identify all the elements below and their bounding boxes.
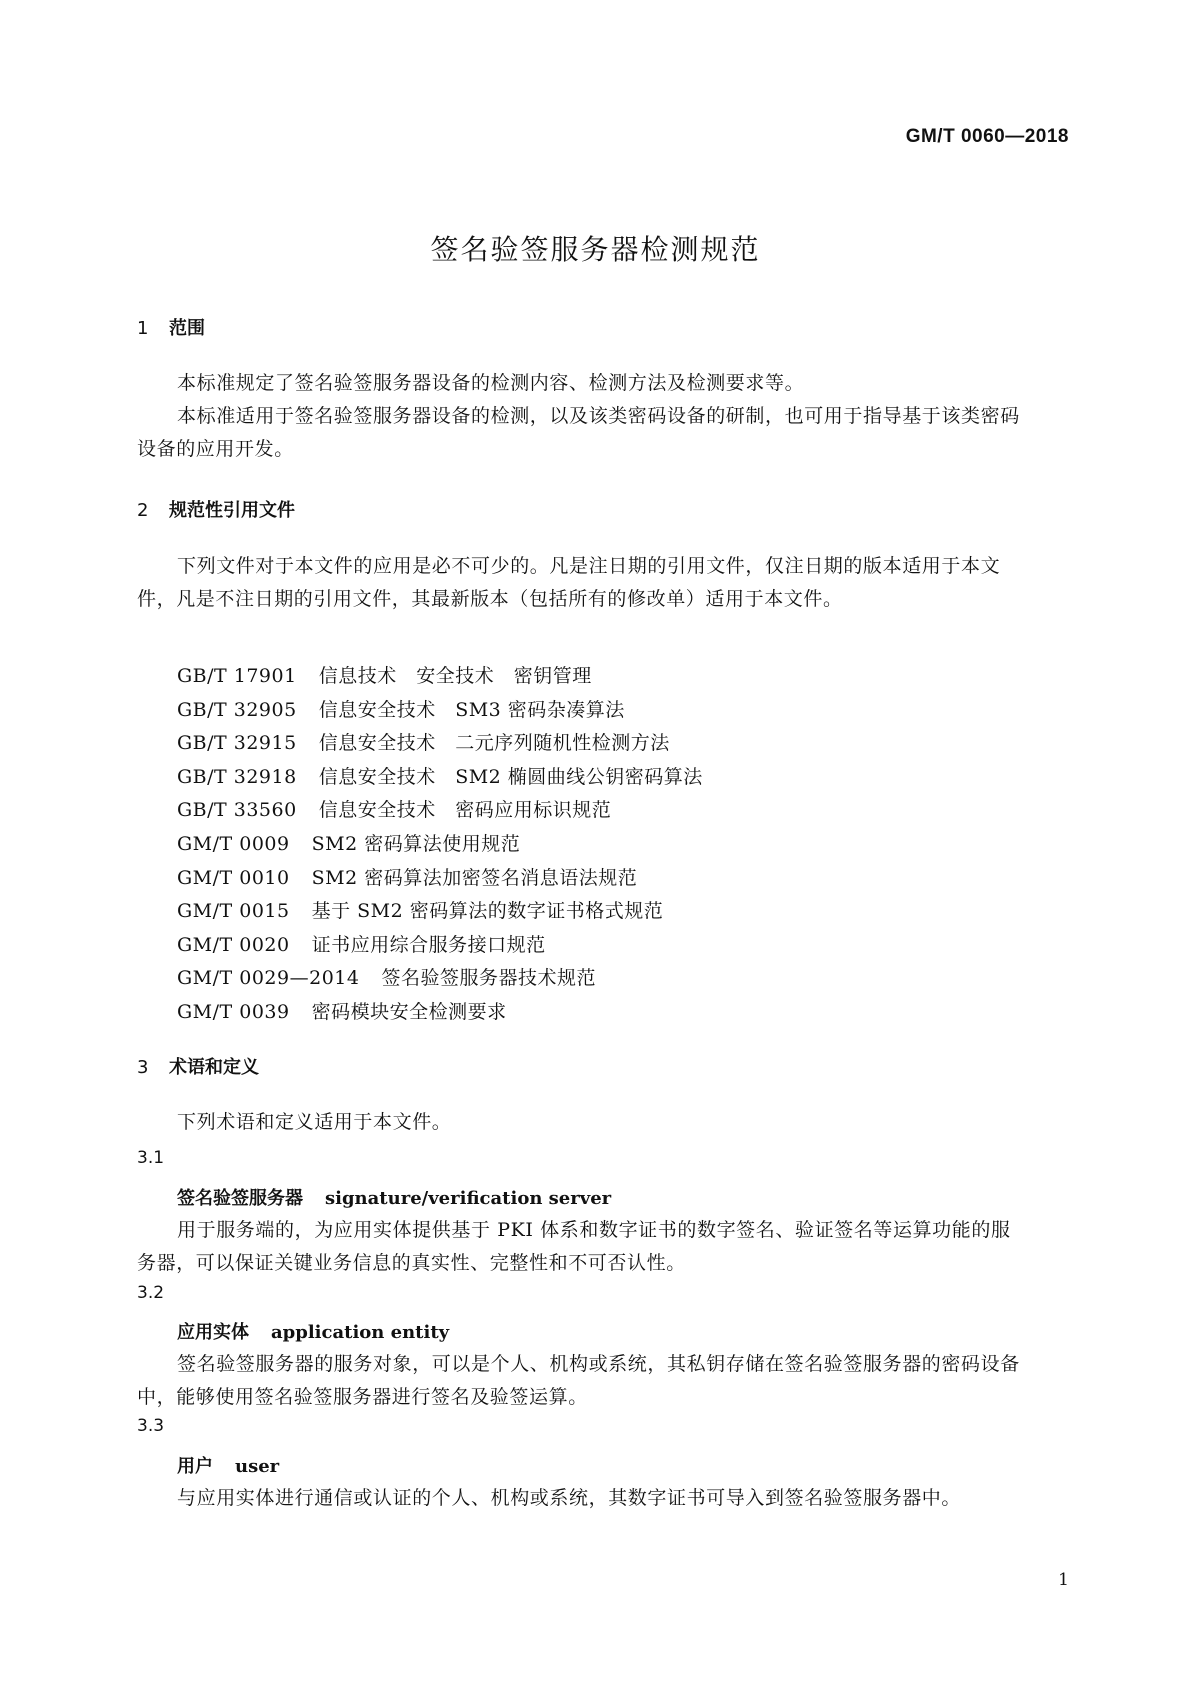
- reference-code: GM/T 0039: [177, 1000, 290, 1023]
- reference-name: 信息安全技术 密码应用标识规范: [318, 799, 612, 822]
- reference-name: 密码模块安全检测要求: [311, 1000, 507, 1023]
- reference-item: [177, 694, 703, 728]
- reference-name: 信息安全技术 SM2 椭圆曲线公钥密码算法: [318, 765, 703, 788]
- reference-item: [177, 962, 703, 996]
- text-line: 本标准规定了签名验签服务器设备的检测内容、检测方法及检测要求等。: [177, 372, 805, 394]
- term-definition: [137, 1482, 1062, 1515]
- reference-name: 信息技术 安全技术 密钥管理: [318, 665, 592, 687]
- term-en: application entity: [271, 1322, 450, 1343]
- reference-item: [177, 828, 703, 862]
- reference-name: 签名验签服务器技术规范: [381, 967, 596, 990]
- text-line: 本标准适用于签名验签服务器设备的检测，以及该类密码设备的研制，也可用于指导基于该类密码: [177, 405, 1020, 427]
- reference-code: GM/T 0009: [177, 832, 290, 855]
- clause-number: 3.3: [137, 1416, 165, 1436]
- section-heading-references: [137, 496, 295, 522]
- text-line: 与应用实体进行通信或认证的个人、机构或系统，其数字证书可导入到签名验签服务器中。: [177, 1487, 962, 1509]
- term-entry: [177, 1452, 279, 1478]
- reference-name: 基于 SM2 密码算法的数字证书格式规范: [311, 900, 664, 923]
- reference-code: GM/T 0029—2014: [177, 967, 360, 990]
- term-zh: 签名验签服务器: [177, 1188, 303, 1209]
- section-number: 2: [137, 500, 149, 521]
- reference-name: SM2 密码算法使用规范: [311, 832, 521, 855]
- reference-item: [177, 862, 703, 896]
- reference-code: GM/T 0010: [177, 866, 290, 889]
- text-line: 务器，可以保证关键业务信息的真实性、完整性和不可否认性。: [137, 1252, 686, 1274]
- reference-code: GB/T 32915: [177, 732, 297, 755]
- reference-code: GB/T 32905: [177, 698, 297, 721]
- section-title: 规范性引用文件: [169, 500, 295, 521]
- text-line: 签名验签服务器的服务对象，可以是个人、机构或系统，其私钥存储在签名验签服务器的密码设备: [177, 1353, 1020, 1375]
- term-entry: [177, 1318, 449, 1344]
- section-title: 范围: [169, 318, 205, 339]
- reference-code: GB/T 32918: [177, 765, 297, 788]
- section-number: 1: [137, 318, 149, 339]
- reference-code: GB/T 17901: [177, 665, 297, 687]
- reference-item: [177, 794, 703, 828]
- reference-code: GM/T 0020: [177, 933, 290, 956]
- text-line: 下列术语和定义适用于本文件。: [177, 1111, 452, 1133]
- reference-item: [177, 660, 703, 694]
- section-heading-scope: [137, 314, 205, 340]
- standard-id: GM/T 0060—2018: [905, 126, 1069, 147]
- document-title: 签名验签服务器检测规范: [430, 233, 761, 266]
- text-line: 中，能够使用签名验签服务器进行签名及验签运算。: [137, 1386, 588, 1408]
- clause-number: 3.2: [137, 1283, 165, 1303]
- reference-name: 信息安全技术 SM3 密码杂凑算法: [318, 698, 625, 721]
- terms-intro: [137, 1106, 1062, 1139]
- reference-list: [177, 660, 703, 1030]
- reference-item: [177, 929, 703, 963]
- reference-item: [177, 761, 703, 795]
- reference-item: [177, 727, 703, 761]
- reference-item: [177, 996, 703, 1030]
- text-line: 用于服务端的，为应用实体提供基于 PKI 体系和数字证书的数字签名、验证签名等运算功能的服: [177, 1219, 1011, 1241]
- reference-code: GB/T 33560: [177, 799, 297, 822]
- references-intro: [137, 550, 1062, 616]
- reference-name: SM2 密码算法加密签名消息语法规范: [311, 866, 638, 889]
- scope-paragraph: [137, 367, 1062, 466]
- page-number: 1: [1058, 1570, 1069, 1590]
- term-en: user: [235, 1456, 280, 1477]
- section-title: 术语和定义: [169, 1057, 259, 1078]
- term-zh: 应用实体: [177, 1322, 249, 1343]
- text-line: 设备的应用开发。: [137, 438, 294, 460]
- reference-item: [177, 895, 703, 929]
- reference-code: GM/T 0015: [177, 900, 290, 923]
- section-heading-terms: [137, 1053, 259, 1079]
- reference-name: 信息安全技术 二元序列随机性检测方法: [318, 732, 670, 755]
- section-number: 3: [137, 1057, 149, 1078]
- term-definition: [137, 1214, 1062, 1280]
- term-en: signature/verification server: [325, 1188, 612, 1209]
- text-line: 下列文件对于本文件的应用是必不可少的。凡是注日期的引用文件，仅注日期的版本适用于本文: [177, 555, 1001, 577]
- reference-name: 证书应用综合服务接口规范: [311, 933, 546, 956]
- term-zh: 用户: [177, 1456, 213, 1477]
- clause-number: 3.1: [137, 1148, 165, 1168]
- term-definition: [137, 1348, 1062, 1414]
- term-entry: [177, 1184, 611, 1210]
- text-line: 件，凡是不注日期的引用文件，其最新版本（包括所有的修改单）适用于本文件。: [137, 588, 843, 610]
